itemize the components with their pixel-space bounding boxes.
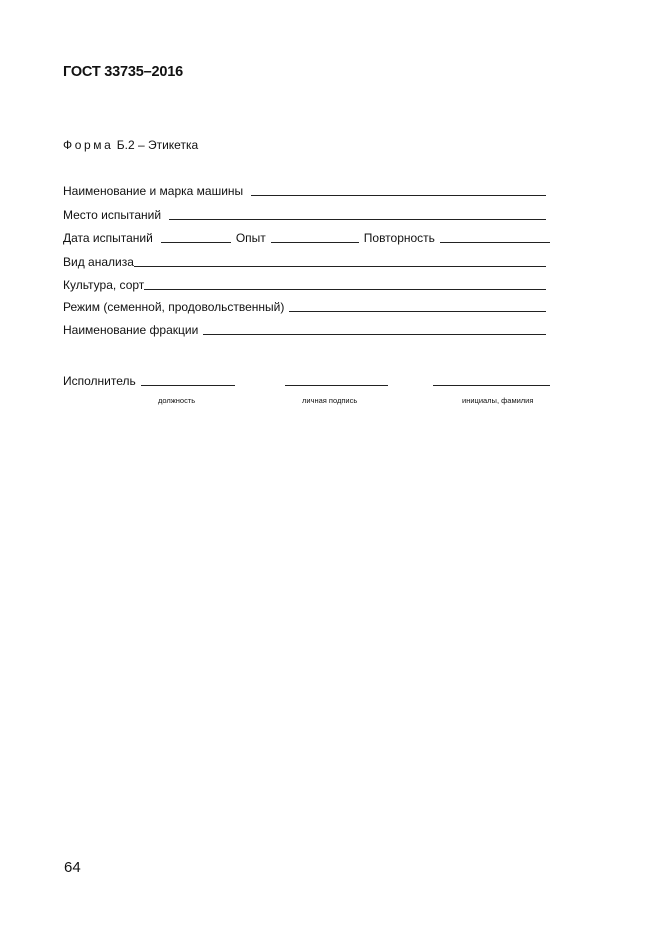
place-field: [63, 206, 546, 222]
executor-label: Исполнитель: [63, 374, 136, 388]
place-input-line[interactable]: [169, 218, 546, 220]
signature-input-line[interactable]: [285, 384, 388, 386]
repeat-label: Повторность: [363, 231, 435, 245]
machine-input-line[interactable]: [251, 194, 546, 196]
page-number: 64: [64, 859, 81, 876]
fraction-label: Наименование фракции: [63, 323, 199, 337]
name-caption: инициалы, фамилия: [462, 396, 534, 405]
machine-field: [63, 182, 546, 198]
form-title-word: Форма: [63, 138, 114, 152]
machine-label: Наименование и марка машины: [63, 184, 244, 198]
date-experiment-repeat-row: [63, 229, 550, 245]
mode-label: Режим (семенной, продовольственный): [63, 300, 285, 314]
signature-row: [63, 372, 550, 388]
signature-caption: личная подпись: [302, 396, 358, 405]
document-code: ГОСТ 33735–2016: [63, 64, 183, 80]
experiment-label: Опыт: [235, 231, 266, 245]
mode-input-line[interactable]: [289, 310, 546, 312]
analysis-field: [63, 253, 546, 269]
form-title: [63, 138, 198, 152]
date-label: Дата испытаний: [63, 231, 153, 245]
name-input-line[interactable]: [433, 384, 550, 386]
repeat-input-line[interactable]: [440, 241, 550, 243]
position-input-line[interactable]: [141, 384, 235, 386]
crop-label: Культура, сорт: [63, 278, 145, 292]
fraction-field: [63, 321, 546, 337]
form-title-rest: Б.2 – Этикетка: [116, 138, 199, 152]
place-label: Место испытаний: [63, 208, 162, 222]
analysis-input-line[interactable]: [134, 265, 546, 267]
crop-field: [63, 276, 546, 292]
experiment-input-line[interactable]: [271, 241, 359, 243]
date-input-line[interactable]: [161, 241, 231, 243]
mode-field: [63, 298, 546, 314]
analysis-label: Вид анализа: [63, 255, 134, 269]
crop-input-line[interactable]: [144, 288, 546, 290]
position-caption: должность: [158, 396, 196, 405]
fraction-input-line[interactable]: [203, 333, 546, 335]
